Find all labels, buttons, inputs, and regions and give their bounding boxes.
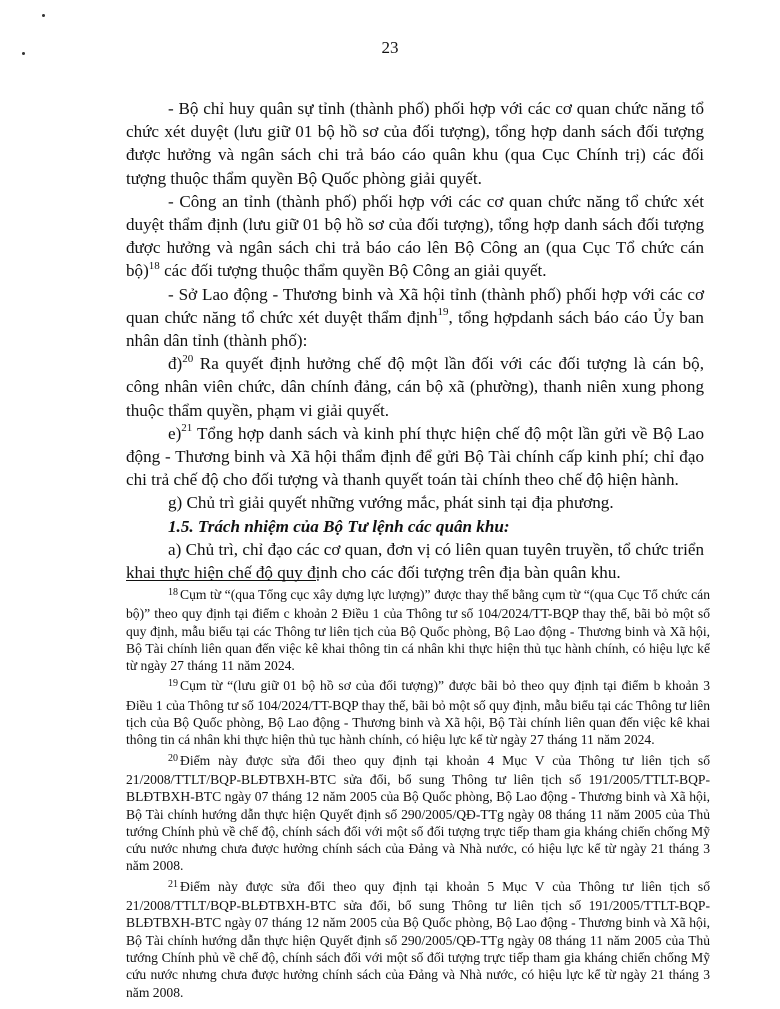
footnote-number: 20 — [168, 752, 178, 764]
footnote-19: $^{19}$ Cụm từ “(lưu giữ 01 bộ hồ sơ của đối tượng)” được bãi bỏ theo quy định tại điểm b khoản 3 Điều 1 của Thông tư số 104/2024/TT-BQP thay thế, bãi bỏ một số quy định, mẫu biểu tại các Thông tư liên tịch của Bộ Quốc phòng, Bộ Lao động - Thương binh và Xã hội, Bộ Tài chính liên quan đến việc kê khai thông tin cá nhân khi thực hiện thủ tục hành chính, có hiệu lực kể từ ngày 27 tháng 11 năm 2024. — [126, 678, 710, 748]
footnotes — [126, 586, 710, 1004]
paragraph-provincial-police: - Công an tỉnh (thành phố) phối hợp với các cơ quan chức năng tổ chức xét duyệt thẩm định (lưu giữ 01 bộ hồ sơ của đối tượng), tổng hợp danh sách đối tượng được hưởng và ngân sách chi trả báo cáo lên Bộ Công an (qua Cục Tổ chức cán bộ)$^{18}$ các đối tượng thuộc thẩm quyền Bộ Công an giải quyết. — [126, 191, 704, 281]
footnote-number: 18 — [168, 587, 178, 598]
page-number: 23 — [381, 38, 399, 57]
footnote-ref-18[interactable]: 18 — [148, 259, 160, 272]
footnote-ref-20[interactable]: 20 — [182, 352, 194, 365]
footnote-number: 19 — [168, 678, 178, 690]
scan-dot — [22, 52, 25, 55]
paragraph-item-a: a) Chủ trì, chỉ đạo các cơ quan, đơn vị có liên quan tuyên truyền, tổ chức triển khai thực hiện chế độ quy định cho các đối tượng trên địa bàn quân khu. — [126, 539, 704, 583]
paragraph-military-command: - Bộ chỉ huy quân sự tỉnh (thành phố) phối hợp với các cơ quan chức năng tổ chức xét duyệt (lưu giữ 01 bộ hồ sơ của đối tượng), tổng hợp danh sách đối tượng được hưởng và ngân sách chi trả báo cáo quân khu (qua Cục Chính trị) các đối tượng thuộc thẩm quyền Bộ Quốc phòng giải quyết. — [126, 99, 704, 188]
footnote-ref-21[interactable]: 21 — [181, 422, 193, 435]
body-text — [126, 97, 704, 584]
paragraph-item-d: đ)$^{20}$ Ra quyết định hưởng chế độ một lần đối với các đối tượng là cán bộ, công nhân viên chức, dân chính đảng, cán bộ xã (phường), thanh niên xung phong thuộc thẩm quyền, phạm vi giải quyết. — [126, 352, 704, 420]
paragraph-item-g: g) Chủ trì giải quyết những vướng mắc, phát sinh tại địa phương. — [168, 493, 614, 513]
section-heading-1-5: 1.5. Trách nhiệm của Bộ Tư lệnh các quân khu: — [168, 516, 510, 536]
footnote-18: $^{18}$ Cụm từ “(qua Tổng cục xây dựng lực lượng)” được thay thế bằng cụm từ “(qua Cục Tổ chức cán bộ)” theo quy định tại điểm c khoản 2 Điều 1 của Thông tư số 104/2024/TT-BQP thay thế, bãi bỏ một số quy định, mẫu biểu tại các Thông tư liên tịch của Bộ Quốc phòng, Bộ Lao động - Thương binh và Xã hội, Bộ Tài chính liên quan đến việc kê khai thông tin cá nhân khi thực hiện thủ tục hành chính, có hiệu lực kể từ ngày 27 tháng 11 năm 2024. — [126, 587, 710, 674]
footnote-number: 21 — [168, 878, 178, 890]
paragraph-item-e: e)$^{21}$ Tổng hợp danh sách và kinh phí thực hiện chế độ một lần gửi về Bộ Lao động - Thương binh và Xã hội thẩm định để gửi Bộ Tài chính cấp kinh phí; chỉ đạo chi trả chế độ cho đối tượng và thanh quyết toán tài chính theo chế độ hiện hành. — [126, 422, 704, 490]
footnote-20: $^{20}$ Điểm này được sửa đổi theo quy định tại khoản 4 Mục V của Thông tư liên tịch số 21/2008/TTLT/BQP-BLĐTBXH-BTC sửa đổi, bổ sung Thông tư liên tịch số 191/2005/TTLT-BQP-BLĐTBXH-BTC ngày 07 tháng 12 năm 2005 của Bộ Quốc phòng, Bộ Lao động - Thương binh và Xã hội, Bộ Tài chính hướng dẫn thực hiện Quyết định số 290/2005/QĐ-TTg ngày 08 tháng 11 năm 2005 của Thủ tướng Chính phủ về chế độ, chính sách đối với một số đối tượng trực tiếp tham gia kháng chiến chống Mỹ cứu nước nhưng chưa được hưởng chính sách của Đảng và Nhà nước, có hiệu lực kể từ ngày 21 tháng 3 năm 2008. — [126, 752, 710, 874]
footnote-ref-19[interactable]: 19 — [437, 306, 449, 319]
paragraph-labour-department: - Sở Lao động - Thương binh và Xã hội tỉnh (thành phố) phối hợp với các cơ quan chức năng tổ chức xét duyệt thẩm định$^{19}$, tổng hợpdanh sách báo cáo Ủy ban nhân dân tỉnh (thành phố): — [126, 284, 704, 351]
scan-dot — [42, 14, 45, 17]
footnote-21: $^{21}$ Điểm này được sửa đổi theo quy định tại khoản 5 Mục V của Thông tư liên tịch số 21/2008/TTLT/BQP-BLĐTBXH-BTC sửa đổi, bổ sung Thông tư liên tịch số 191/2005/TTLT-BQP-BLĐTBXH-BTC ngày 07 tháng 12 năm 2005 của Bộ Quốc phòng, Bộ Lao động - Thương binh và Xã hội, Bộ Tài chính hướng dẫn thực hiện Quyết định số 290/2005/QĐ-TTg ngày 08 tháng 11 năm 2005 của Thủ tướng Chính phủ về chế độ, chính sách đối với một số đối tượng trực tiếp tham gia kháng chiến chống Mỹ cứu nước nhưng chưa được hưởng chính sách của Đảng và Nhà nước, có hiệu lực kể từ ngày 21 tháng 3 năm 2008. — [126, 878, 710, 1000]
footnote-divider — [126, 580, 316, 581]
